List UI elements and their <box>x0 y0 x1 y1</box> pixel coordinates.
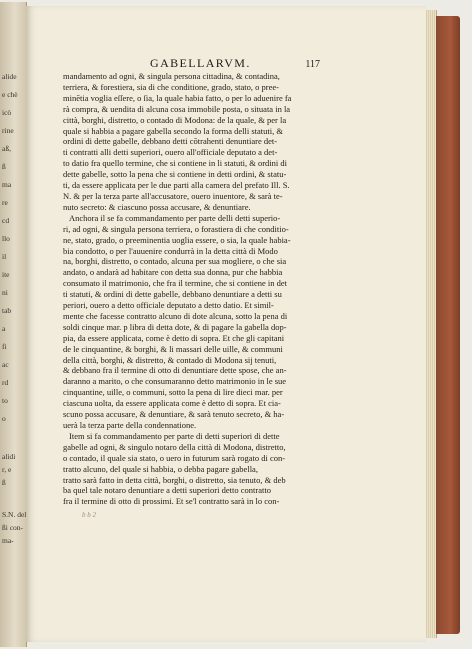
left-page-fragment: ma- <box>2 536 14 545</box>
text-line: scuno possa accusare, & denuntiare, & sarà tenuto secreto, & ha- <box>63 409 285 420</box>
left-page-fragment: ni <box>2 288 8 297</box>
text-line: tratto alcuno, del quale si habbia, o debba pagare gabella, <box>63 463 258 474</box>
book-cover <box>436 16 460 634</box>
text-line: gabelle ad ogni, & singulo notaro della città di Modona, distretto, <box>63 441 286 452</box>
text-line: mente che facesse contratto alcuno di dote alcuna, sotto la pena di <box>63 310 288 321</box>
text-line: pia, da essere applicata, come è detto di sopra. Et che gli capitani <box>63 332 285 343</box>
text-line: rà compra, & uendita di alcuna cosa immobile posta, o situata in la <box>63 103 291 114</box>
text-line: terriera, & forestiera, sia di che conditione, grado, stato, o pree- <box>63 81 279 92</box>
text-line: ne, stato, grado, o preeminentia uoglia essere, o sia, la quale habia- <box>63 234 291 245</box>
text-line: tratto sarà fatto in detta città, borghi, o distretto, sia tenuto, & deb <box>63 474 286 485</box>
left-page-fragment: icò <box>2 108 12 117</box>
text-line: N. & per la terza parte all'accusatore, ouero inuentore, & sarà te- <box>63 190 283 201</box>
text-line: ba quel tale notaro denuntiare a detti superiori detto contratto <box>63 485 271 496</box>
left-page-fragment: to <box>2 396 8 405</box>
left-page-fragment: ß <box>2 162 6 171</box>
ink-mark: b b 2 <box>82 511 96 519</box>
text-line: Item si fa commandamento per parte di detti superiori di dette <box>69 430 280 441</box>
left-page-fragment: fi <box>2 342 7 351</box>
text-line: na, borghi, distretto, o contado, alcuna per sua mogliere, o che sia <box>63 256 287 267</box>
left-page-fragment: ac <box>2 360 9 369</box>
text-line: ciascuna uolta, da essere applicata come è detto di sopra. Et cia- <box>63 398 281 409</box>
left-page-fragment: tab <box>2 306 12 315</box>
text-line: ti contratti alli detti superiori, ouero all'officiale deputato a det- <box>63 147 278 158</box>
left-page-edge <box>0 2 27 647</box>
left-page-fragment: alidi <box>2 452 16 461</box>
text-line: città, borghi, distretto, o contado di Modona: de la quale, & per la <box>63 114 287 125</box>
text-line: uerà la terza parte della condennatione. <box>63 420 197 430</box>
left-page-fragment: a <box>2 324 6 333</box>
text-line: ordini di dette gabelle, debbano detti cōtrahenti denuntiare det- <box>63 136 278 147</box>
text-line: minētia voglia eſſere, o ſia, la quale habia fatto, o per lo aduenire fa <box>63 92 292 103</box>
text-line: Anchora il se fa commandamento per parte delli detti superio- <box>69 212 281 223</box>
left-page-fragment: e chè <box>2 90 18 99</box>
text-line: nuto secreto: & ciascuno possa accusare, & denuntiare. <box>63 201 251 212</box>
left-page-fragment: alide <box>2 72 17 81</box>
text-line: consumato il matrimonio, che fra il termine, che si contiene in det <box>63 278 288 289</box>
text-line: to datio fra quello termine, che si contiene in li statuti, & ordini di <box>63 158 288 169</box>
text-line: ti statuti, & ordini di dette gabelle, debbano denuntiare a detti su <box>63 289 282 300</box>
left-page-fragment: o <box>2 414 6 423</box>
left-page-fragment: ma <box>2 180 12 189</box>
left-page-fragment: cd <box>2 216 10 225</box>
left-page-fragment: r, e <box>2 465 12 474</box>
text-line: daranno a marito, o che consumaranno detto matrimonio in le sue <box>63 376 287 387</box>
text-line: fra il termine di otto di prossimi. Et se'l contratto sarà in lo con- <box>63 496 280 507</box>
left-page-fragment: aß, <box>2 144 11 153</box>
left-page-fragment: rd <box>2 378 9 387</box>
text-line: o contado, il quale sia stato, o uero in futurum sarà rogato di con- <box>63 452 286 463</box>
folio-number: 117 <box>305 59 320 70</box>
left-page-fragment: ßi con- <box>2 523 24 532</box>
text-line: periori, ouero a detto officiale deputato a detto datio. Et simil- <box>63 300 274 311</box>
running-head: GABELLARVM. <box>150 56 251 70</box>
text-line: dette gabelle, sotto la pena che si contiene in detti ordini, & statu- <box>63 169 287 180</box>
left-page-fragment: il <box>2 252 7 261</box>
text-line: ti, da essere applicata per le due parti alla camera del prefato Ill. S. <box>63 180 290 191</box>
left-page-fragment: ß <box>2 478 6 487</box>
text-line: soldi cinque mar. p libra di detta dote, & di pagare la gabella dop- <box>63 321 287 332</box>
text-line: mandamento ad ogni, & singula persona cittadina, & contadina, <box>63 71 280 81</box>
left-page-fragment: llo <box>2 234 10 243</box>
text-line: & debbano fra il termine di otto di denuntiare dette spose, che an- <box>63 365 287 376</box>
text-line: de le cinquantine, & borghi, & li massari delle uille, & communi <box>63 343 283 354</box>
text-line: cinquantine, uille, o communi, sotto la pena di lire dieci mar. per <box>63 387 283 398</box>
left-page-fragment: ite <box>2 270 10 279</box>
left-page-fragment: rine <box>2 126 14 135</box>
left-page-fragment: re <box>2 198 8 207</box>
text-line: quale si habbia a pagare gabella secondo la forma delli statuti, & <box>63 125 283 136</box>
body-text <box>63 71 331 507</box>
text-line: ri, ad ogni, & singula persona terriera, o forastiera di che conditio- <box>63 223 289 234</box>
page-header <box>150 56 320 71</box>
left-page-fragment: S.N. del <box>2 510 27 519</box>
text-line: bia condotto, o per l'auuenire condurrà in la detta città di Modo <box>63 245 278 256</box>
text-line: della città, borghi, & distretto, & contado di Modona sij tenuti, <box>63 354 277 365</box>
text-line: andato, o andarà ad habitare con detta sua donna, pur che habbia <box>63 267 283 278</box>
